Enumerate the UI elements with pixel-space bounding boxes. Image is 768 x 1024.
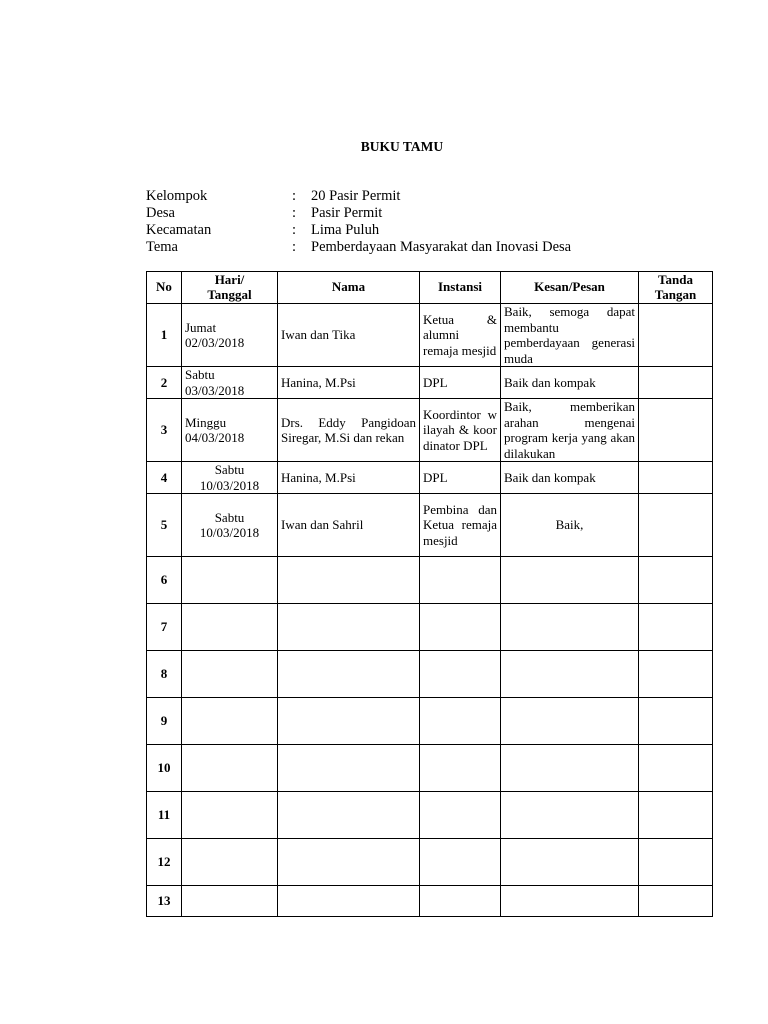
cell-kesan: Baik dan kompak xyxy=(501,367,639,399)
cell-nama: Hanina, M.Psi xyxy=(278,367,420,399)
document-title: BUKU TAMU xyxy=(360,139,444,154)
table-row xyxy=(147,745,713,792)
cell-instansi: DPL xyxy=(420,462,501,494)
cell-kesan xyxy=(501,651,639,698)
cell-tanggal xyxy=(182,462,278,494)
cell-no: 3 xyxy=(147,399,182,462)
cell-date: 04/03/2018 xyxy=(185,430,245,445)
cell-instansi xyxy=(420,604,501,651)
table-row xyxy=(147,604,713,651)
cell-nama xyxy=(278,839,420,886)
cell-hari: Sabtu xyxy=(185,367,215,382)
cell-no: 5 xyxy=(147,494,182,557)
cell-no: 7 xyxy=(147,604,182,651)
cell-kesan xyxy=(501,604,639,651)
cell-ttd xyxy=(639,839,713,886)
info-value: Pemberdayaan Masyarakat dan Inovasi Desa xyxy=(311,239,572,255)
header-tanggal-line1: Hari/ xyxy=(214,272,245,287)
cell-instansi xyxy=(420,792,501,839)
cell-instansi xyxy=(420,886,501,917)
info-row-kelompok xyxy=(146,188,571,205)
cell-ttd xyxy=(639,604,713,651)
header-nama: Nama xyxy=(278,272,420,304)
cell-no: 13 xyxy=(147,886,182,917)
cell-kesan: Baik dan kompak xyxy=(501,462,639,494)
table-row xyxy=(147,651,713,698)
cell-instansi xyxy=(420,557,501,604)
cell-nama xyxy=(278,745,420,792)
info-block xyxy=(146,188,571,256)
info-colon: : xyxy=(292,205,297,221)
cell-kesan: Baik, memberikan arahan mengenai program kerja yang akan dilakukan xyxy=(501,399,639,462)
header-ttd-line2: Tangan xyxy=(654,286,697,302)
cell-tanggal xyxy=(182,792,278,839)
cell-date: 10/03/2018 xyxy=(199,477,260,493)
cell-kesan xyxy=(501,886,639,917)
cell-ttd xyxy=(639,792,713,839)
info-value: 20 Pasir Permit xyxy=(311,188,401,204)
cell-tanggal xyxy=(182,698,278,745)
cell-hari: Sabtu xyxy=(214,462,245,477)
info-label: Desa xyxy=(146,205,175,221)
cell-tanggal xyxy=(182,557,278,604)
cell-nama xyxy=(278,651,420,698)
cell-kesan xyxy=(501,557,639,604)
cell-ttd xyxy=(639,698,713,745)
table-row xyxy=(147,367,713,399)
cell-kesan xyxy=(501,792,639,839)
cell-hari: Jumat xyxy=(185,319,217,335)
table-row xyxy=(147,304,713,367)
table-row xyxy=(147,698,713,745)
cell-nama xyxy=(278,604,420,651)
cell-ttd xyxy=(639,886,713,917)
header-ttd xyxy=(639,272,713,304)
cell-instansi: DPL xyxy=(420,367,501,399)
table-header-row xyxy=(147,272,713,304)
cell-tanggal xyxy=(182,367,278,399)
info-colon: : xyxy=(292,239,297,255)
cell-nama xyxy=(278,792,420,839)
cell-no: 12 xyxy=(147,839,182,886)
cell-ttd xyxy=(639,651,713,698)
table-row xyxy=(147,792,713,839)
cell-nama xyxy=(278,557,420,604)
guest-book-table xyxy=(146,271,713,917)
cell-instansi xyxy=(420,839,501,886)
info-value: Lima Puluh xyxy=(311,222,380,238)
header-tanggal xyxy=(182,272,278,304)
cell-nama xyxy=(278,698,420,745)
cell-nama: Drs. Eddy Pangidoan Siregar, M.Si dan rekan xyxy=(278,399,420,462)
cell-hari: Minggu xyxy=(185,414,227,430)
header-no: No xyxy=(147,272,182,304)
cell-ttd xyxy=(639,494,713,557)
cell-kesan xyxy=(501,745,639,792)
cell-ttd xyxy=(639,557,713,604)
table-row xyxy=(147,494,713,557)
cell-tanggal xyxy=(182,886,278,917)
table-row xyxy=(147,557,713,604)
cell-tanggal xyxy=(182,745,278,792)
cell-ttd xyxy=(639,462,713,494)
cell-no: 4 xyxy=(147,462,182,494)
info-row-desa xyxy=(146,205,571,222)
cell-ttd xyxy=(639,745,713,792)
info-value: Pasir Permit xyxy=(311,205,383,221)
cell-instansi: Pembina dan Ketua remaja mesjid xyxy=(420,494,501,557)
cell-date: 02/03/2018 xyxy=(185,335,245,350)
cell-kesan xyxy=(501,698,639,745)
cell-no: 9 xyxy=(147,698,182,745)
cell-no: 2 xyxy=(147,367,182,399)
cell-ttd xyxy=(639,399,713,462)
cell-tanggal xyxy=(182,604,278,651)
header-kesan: Kesan/Pesan xyxy=(501,272,639,304)
header-instansi: Instansi xyxy=(420,272,501,304)
cell-nama xyxy=(278,886,420,917)
cell-nama: Iwan dan Sahril xyxy=(278,494,420,557)
cell-instansi: Koordintor wilayah & koordinator DPL xyxy=(420,399,501,462)
cell-instansi xyxy=(420,651,501,698)
cell-date: 10/03/2018 xyxy=(199,525,260,540)
cell-hari: Sabtu xyxy=(214,509,245,525)
header-tanggal-line2: Tanggal xyxy=(207,286,252,302)
cell-ttd xyxy=(639,367,713,399)
cell-no: 6 xyxy=(147,557,182,604)
cell-no: 11 xyxy=(147,792,182,839)
cell-instansi xyxy=(420,745,501,792)
info-colon: : xyxy=(292,188,297,204)
cell-kesan xyxy=(501,839,639,886)
cell-no: 8 xyxy=(147,651,182,698)
cell-nama: Iwan dan Tika xyxy=(278,304,420,367)
cell-tanggal xyxy=(182,494,278,557)
cell-no: 1 xyxy=(147,304,182,367)
info-label: Tema xyxy=(146,239,178,255)
info-row-kecamatan xyxy=(146,222,571,239)
cell-tanggal xyxy=(182,399,278,462)
info-row-tema xyxy=(146,239,571,256)
header-ttd-line1: Tanda xyxy=(658,272,693,287)
cell-date: 03/03/2018 xyxy=(185,382,245,398)
info-label: Kelompok xyxy=(146,188,208,204)
info-colon: : xyxy=(292,222,297,238)
table-row xyxy=(147,399,713,462)
cell-tanggal xyxy=(182,651,278,698)
info-label: Kecamatan xyxy=(146,222,212,238)
cell-instansi: Ketua & alumni remaja mesjid xyxy=(420,304,501,367)
table-row xyxy=(147,839,713,886)
cell-kesan: Baik, xyxy=(501,494,639,557)
cell-no: 10 xyxy=(147,745,182,792)
cell-kesan: Baik, semoga dapat membantu pemberdayaan generasi muda xyxy=(501,304,639,367)
cell-nama: Hanina, M.Psi xyxy=(278,462,420,494)
cell-tanggal xyxy=(182,304,278,367)
table-row xyxy=(147,462,713,494)
cell-instansi xyxy=(420,698,501,745)
cell-ttd xyxy=(639,304,713,367)
cell-tanggal xyxy=(182,839,278,886)
table-row xyxy=(147,886,713,917)
